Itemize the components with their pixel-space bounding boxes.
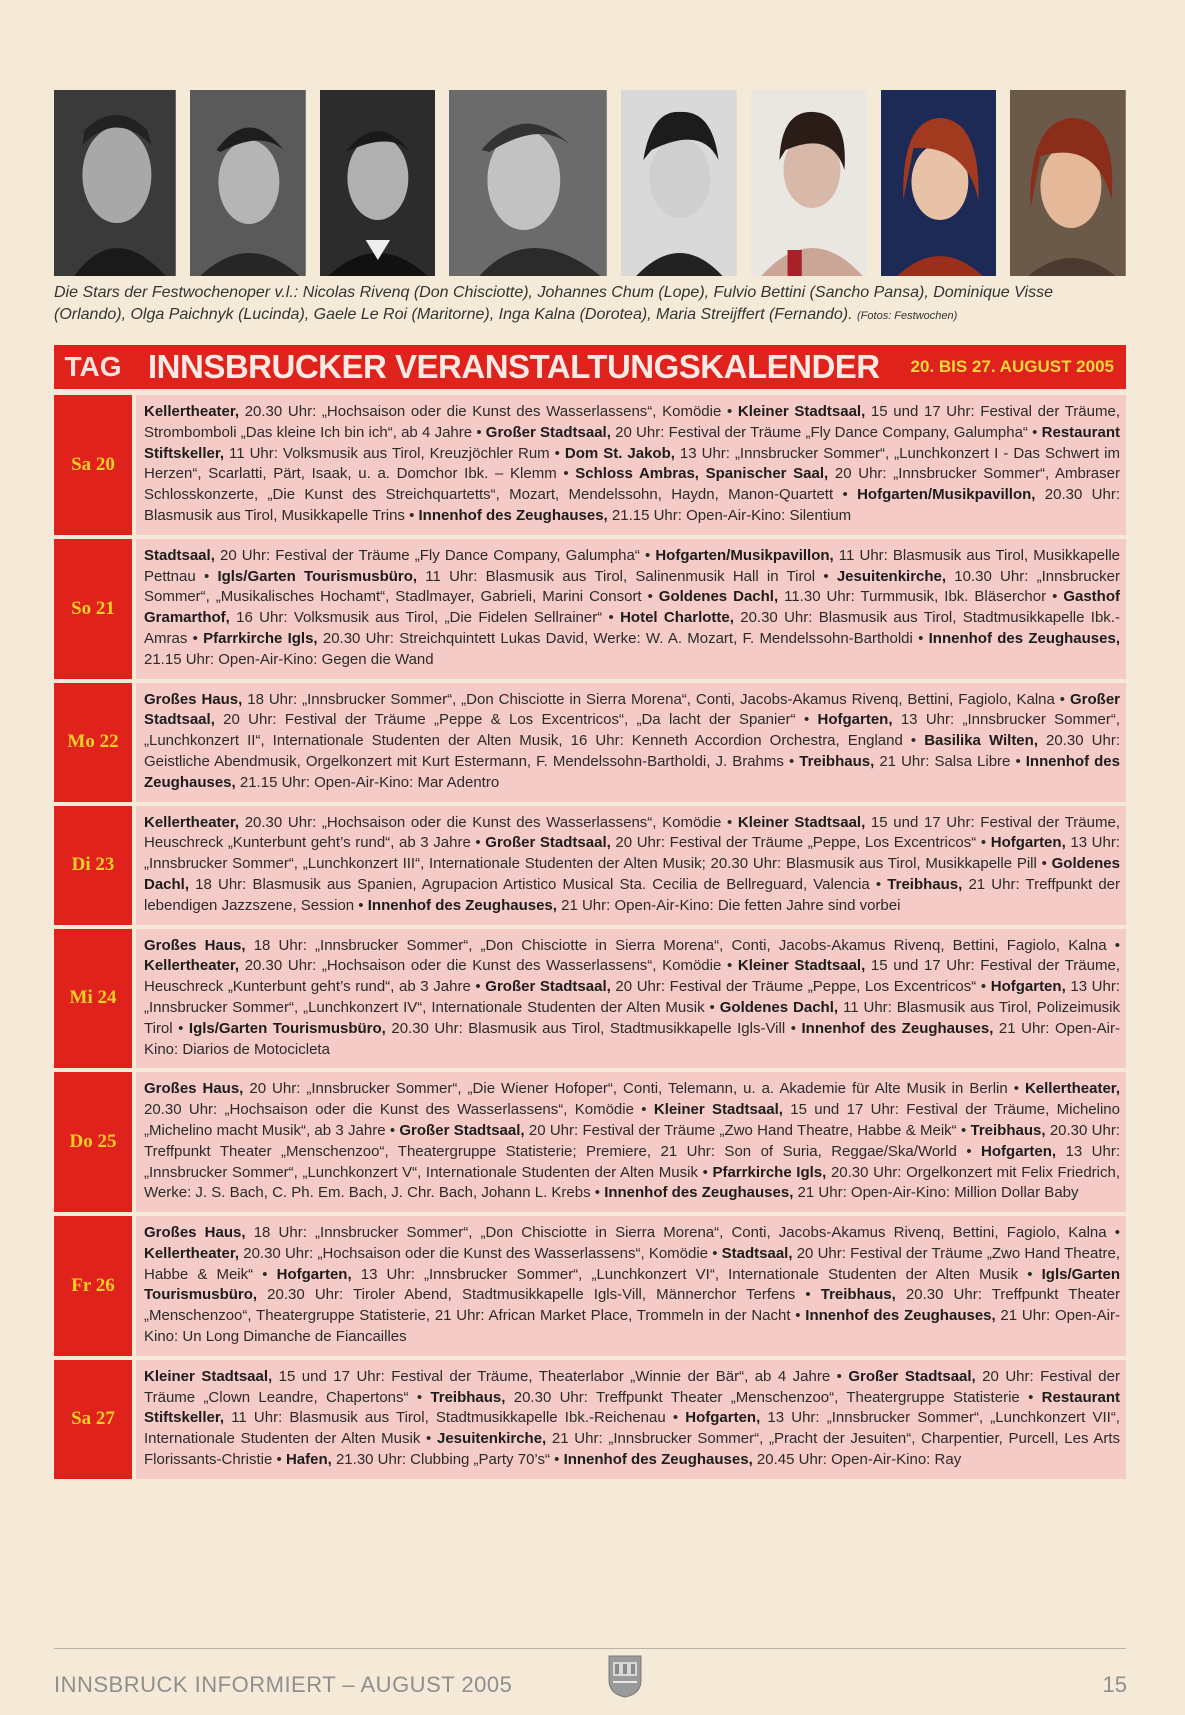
day-row [54,806,1126,925]
event-venue: Treibhaus, [887,875,963,893]
event-details: 20.30 Uhr: Blasmusik aus Tirol, Musikkapelle Trins [144,486,1120,524]
portrait-photo [751,90,867,276]
event-details: 20 Uhr: Festival der Träume „Zwo Hand Theatre, Habbe & Meik“ [524,1121,957,1139]
event-details: 20.45 Uhr: Open-Air-Kino: Ray [752,1451,962,1469]
event-details: 20.30 Uhr: „Hochsaison oder die Kunst des Wasserlassens“, Komödie [144,1101,634,1119]
event-details: 18 Uhr: „Innsbrucker Sommer“, „Don Chisciotte in Sierra Morena“, Conti, Jacobs-Akamus Rivenq, Bettini, Fagiolo, Kalna [242,690,1055,708]
event-venue: Innenhof des Zeughauses, [801,1019,994,1037]
event-separator: • [1036,855,1052,873]
day-events [136,1216,1126,1356]
event-separator: • [976,834,991,852]
portrait-photo [1010,90,1126,276]
event-details: 21.15 Uhr: Open-Air-Kino: Gegen die Wand [144,650,434,668]
event-separator: • [1106,936,1121,954]
event-venue: Hofgarten, [276,1265,352,1283]
event-details: 21.15 Uhr: Open-Air-Kino: Mar Adentro [235,773,500,791]
event-separator: • [976,978,991,996]
event-venue: Großer Stadtsaal, [399,1121,525,1139]
event-venue: Großer Stadtsaal, [485,834,611,852]
event-details: 20.30 Uhr: Treffpunkt Theater „Menschenzoo“, Theatergruppe Statisterie; Premiere, 21 Uhr: Son of Suria, Reggae/Ska/World [144,1121,1120,1160]
event-details: 20 Uhr: Festival der Träume „Peppe, Los Excentricos“ [610,834,977,852]
day-label: Sa 27 [54,1360,132,1479]
event-venue: Großer Stadtsaal, [485,423,611,441]
event-venue: Großer Stadtsaal, [848,1367,976,1385]
event-separator: • [253,1265,277,1283]
event-venue: Kellertheater, [144,813,240,831]
event-details: 13 Uhr: „Innsbrucker Sommer“, „Lunchkonzert IV“, Internationale Studenten der Alten Musik [144,978,1120,1016]
event-separator: • [704,998,720,1016]
day-row [54,539,1126,679]
day-label: Mo 22 [54,683,132,802]
portrait-photo [320,90,436,276]
day-events [136,806,1126,925]
photo-credit: (Fotos: Festwochen) [857,310,958,322]
event-details: 20 Uhr: Festival der Träume „Zwo Hand Theatre, Habbe & Meik“ [144,1244,1121,1283]
photo-strip [54,90,1126,276]
photo-caption [54,282,1126,327]
caption-text: Die Stars der Festwochenoper v.l.: Nicolas Rivenq (Don Chisciotte), Johannes Chum (Lope), Fulvio Bettini (Sancho Pansa), Dominique Visse (Orlando), Olga Paichnyk (Lucinda), Gaele Le Roi (Maritorne), Inga Kalna (Dorotea), Maria Streijffert (Fernando). [54,284,1053,323]
event-separator: • [549,444,565,462]
event-venue: Goldenes Dachl, [719,998,839,1016]
event-separator: • [641,588,659,606]
day-label: Fr 26 [54,1216,132,1356]
calendar-title: INNSBRUCKER VERANSTALTUNGSKALENDER [148,348,880,385]
event-separator: • [408,1388,431,1406]
event-separator: • [639,546,656,564]
event-separator: • [783,752,800,770]
event-venue: Jesuitenkirche, [437,1430,547,1448]
event-details: 21 Uhr: „Innsbrucker Sommer“, „Pracht der Jesuiten“, Charpentier, Purcell, Les Arts Florissants-Christie [144,1430,1120,1469]
portrait-photo [190,90,306,276]
event-separator: • [404,506,419,524]
event-venue: Innenhof des Zeughauses, [805,1307,996,1325]
event-calendar [54,395,1126,1483]
event-venue: Kleiner Stadtsaal, [737,403,866,420]
day-events [136,1072,1126,1212]
event-separator: • [556,465,576,483]
event-venue: Großes Haus, [144,690,243,708]
day-events [136,929,1126,1069]
event-separator: • [721,403,738,420]
event-separator: • [697,1163,713,1181]
day-label: Do 25 [54,1072,132,1212]
event-venue: Innenhof des Zeughauses, [928,629,1121,647]
day-label: So 21 [54,539,132,679]
event-venue: Hofgarten, [685,1409,761,1427]
event-separator: • [1019,1388,1042,1406]
event-venue: Hotel Charlotte, [620,609,734,627]
event-venue: Großes Haus, [144,1080,244,1098]
event-details: 21.15 Uhr: Open-Air-Kino: Silentium [607,506,852,524]
event-details: 20.30 Uhr: Streichquintett Lukas David, Werke: W. A. Mozart, F. Mendelssohn-Bartholdi [317,629,913,647]
event-details: 21 Uhr: Open-Air-Kino: Million Dollar Baby [793,1184,1079,1202]
day-row [54,395,1126,535]
event-separator: • [869,875,888,893]
event-separator: • [665,1409,686,1427]
event-details: 20.30 Uhr: Tiroler Abend, Stadtmusikkapelle Igls-Vill, Männerchor Terfens [257,1286,796,1304]
calendar-date-range: 20. BIS 27. AUGUST 2005 [910,357,1114,376]
event-venue: Schloss Ambras, Spanischer Saal, [575,465,829,483]
event-venue: Großes Haus, [144,936,246,954]
day-events [136,395,1126,535]
event-details: 15 und 17 Uhr: Festival der Träume, Heuschreck „Kunterbunt geht’s rund“, ab 3 Jahre [144,813,1120,852]
event-separator: • [795,711,818,729]
event-venue: Großer Stadtsaal, [485,978,611,996]
event-separator: • [1018,1265,1042,1283]
event-details: 11 Uhr: Blasmusik aus Tirol, Musikkapelle Pettnau [144,546,1120,585]
day-row [54,1072,1126,1212]
event-venue: Hofgarten, [981,1142,1057,1160]
event-details: 20 Uhr: „Innsbrucker Sommer“, „Die Wiener Hofoper“, Conti, Telemann, u. a. Akademie für Alte Musik in Berlin [243,1080,1008,1098]
event-separator: • [472,423,486,441]
event-details: 20 Uhr: Festival der Träume „Peppe, Los Excentricos“ [610,978,977,996]
event-details: 20.30 Uhr: „Hochsaison oder die Kunst des Wasserlassens“, Komödie [239,1244,709,1262]
event-separator: • [1046,588,1064,606]
event-details: 20.30 Uhr: „Hochsaison oder die Kunst des Wasserlassens“, Komödie [239,957,722,975]
event-separator: • [633,1101,654,1119]
event-details: 11 Uhr: Blasmusik aus Tirol, Polizeimusik Tirol [144,998,1120,1037]
event-venue: Jesuitenkirche, [836,567,947,585]
event-venue: Dom St. Jakob, [564,444,675,462]
event-venue: Treibhaus, [970,1121,1046,1139]
day-label: Sa 20 [54,395,132,535]
event-details: 21.30 Uhr: Clubbing „Party 70’s“ [331,1451,550,1469]
event-details: 15 und 17 Uhr: Festival der Träume, Michelino „Michelino macht Musik“, ab 3 Jahre [144,1101,1120,1139]
event-venue: Basilika Wilten, [924,732,1038,750]
event-separator: • [590,1184,605,1202]
event-venue: Treibhaus, [430,1388,506,1406]
event-separator: • [470,834,486,852]
day-events [136,683,1126,802]
event-venue: Restaurant Stiftskeller, [144,1388,1120,1427]
event-venue: Kleiner Stadtsaal, [737,813,866,831]
event-separator: • [721,813,738,831]
event-venue: Igls/Garten Tourismusbüro, [188,1019,386,1037]
event-details: 21 Uhr: Salsa Libre [874,752,1011,770]
footer-divider [54,1648,1126,1649]
event-venue: Kellertheater, [144,957,240,975]
event-separator: • [902,732,925,750]
event-details: 10.30 Uhr: „Innsbrucker Sommer“, „Musikalisches Hochamt“, Stadlmayer, Gabrieli, Marini Consort [144,567,1120,606]
event-separator: • [815,567,837,585]
event-venue: Treibhaus, [799,752,875,770]
event-details: 15 und 17 Uhr: Festival der Träume, Theaterlabor „Winnie der Bär“, ab 4 Jahre [272,1367,831,1385]
day-row [54,683,1126,802]
event-details: 13 Uhr: „Innsbrucker Sommer“, „Lunchkonzert V“, Internationale Studenten der Alten Musik [144,1142,1121,1181]
event-details: 13 Uhr: „Innsbrucker Sommer“, „Lunchkonzert VII“, Internationale Studenten der Alten Musik [144,1409,1120,1448]
event-details: 13 Uhr: „Innsbrucker Sommer“, „Lunchkonzert III“, Internationale Studenten der Alten Musik; 20.30 Uhr: Blasmusik aus Tirol, Musikkapelle Pill [144,834,1120,873]
city-crest-icon [607,1654,643,1698]
portrait-photo [881,90,997,276]
event-separator: • [420,1430,437,1448]
event-venue: Innenhof des Zeughauses, [418,506,608,524]
event-separator: • [1027,423,1042,441]
event-separator: • [912,629,929,647]
event-venue: Innenhof des Zeughauses, [144,752,1120,791]
event-separator: • [708,1244,722,1262]
event-venue: Gasthof Gramarthof, [144,588,1120,627]
event-venue: Kleiner Stadtsaal, [653,1101,783,1119]
event-separator: • [833,486,858,504]
calendar-header [54,345,1126,389]
event-details: 21 Uhr: Open-Air-Kino: Diarios de Motocicleta [144,1019,1120,1058]
event-venue: Kleiner Stadtsaal, [737,957,866,975]
event-separator: • [721,957,738,975]
event-details: 16 Uhr: Volksmusik aus Tirol, „Die Fidelen Sellrainer“ [229,609,603,627]
event-separator: • [272,1451,286,1469]
event-venue: Goldenes Dachl, [658,588,779,606]
event-separator: • [1054,690,1070,708]
event-separator: • [956,1121,971,1139]
event-venue: Stadtsaal, [721,1244,793,1262]
event-venue: Innenhof des Zeughauses, [367,896,557,914]
event-venue: Hofgarten, [817,711,893,729]
event-details: 20.30 Uhr: Blasmusik aus Tirol, Stadtmusikkapelle Ibk.-Amras [144,609,1120,647]
event-details: 20.30 Uhr: Blasmusik aus Tirol, Stadtmusikkapelle Igls-Vill [385,1019,786,1037]
event-venue: Kellertheater, [144,403,240,420]
event-details: 20.30 Uhr: Treffpunkt Theater „Menschenzoo“, Theatergruppe Statisterie [505,1388,1020,1406]
event-details: 20 Uhr: Festival der Träume „Peppe & Los Excentricos“, „Da lacht der Spanier“ [214,711,796,729]
event-venue: Innenhof des Zeughauses, [563,1451,753,1469]
event-details: 15 und 17 Uhr: Festival der Träume, Strombomboli „Das kleine Ich bin ich“, ab 4 Jahre [144,403,1120,441]
event-venue: Igls/Garten Tourismusbüro, [144,1265,1120,1304]
event-venue: Pfarrkirche Igls, [712,1163,827,1181]
event-venue: Hofgarten, [990,834,1066,852]
event-separator: • [785,1019,802,1037]
event-separator: • [470,978,486,996]
event-details: 20 Uhr: Festival der Träume „Fly Dance Company, Galumpha“ [610,423,1028,441]
event-separator: • [602,609,621,627]
event-details: 18 Uhr: Blasmusik aus Spanien, Agrupacion Artistico Musical Sta. Cecilia de Bellreguard, Valencia [189,875,870,893]
event-details: 20.30 Uhr: Geistliche Abendmusik, Orgelkonzert mit Kurt Estermann, F. Mendelssohn-Bartholdi, J. Brahms [144,732,1120,770]
event-details: 20 Uhr: Festival der Träume „Fly Dance Company, Galumpha“ [214,546,640,564]
event-separator: • [354,896,368,914]
event-venue: Hofgarten/Musikpavillon, [857,486,1036,504]
event-separator: • [1007,1080,1025,1098]
day-events [136,1360,1126,1479]
event-separator: • [549,1451,564,1469]
event-venue: Hofgarten/Musikpavillon, [655,546,834,564]
event-details: 15 und 17 Uhr: Festival der Träume, Heuschreck „Kunterbunt geht’s rund“, ab 3 Jahre [144,957,1120,996]
event-details: 21 Uhr: Open-Air-Kino: Un Long Dimanche de Fiancailles [144,1307,1120,1346]
event-separator: • [187,629,204,647]
event-details: 20 Uhr: „Innsbrucker Sommer“, Ambraser Schlosskonzerte, „Die Kunst des Streichquartetts“, Mozart, Mendelssohn, Haydn, Manon-Quartett [144,465,1120,504]
event-details: 11 Uhr: Blasmusik aus Tirol, Salinenmusik Hall in Tirol [417,567,816,585]
day-row [54,1360,1126,1479]
event-details: 20.30 Uhr: Treffpunkt Theater „Menschenzoo“, Theatergruppe Statisterie, 21 Uhr: African Market Place, Trommeln in der Nacht [144,1286,1120,1325]
event-venue: Hofgarten, [990,978,1066,996]
event-details: 20.30 Uhr: „Hochsaison oder die Kunst des Wasserlassens“, Komödie [239,403,722,420]
event-details: 20 Uhr: Festival der Träume „Clown Leandre, Chapertons“ [144,1367,1120,1406]
page-number: 15 [1102,1672,1127,1697]
event-separator: • [795,1286,821,1304]
event-venue: Igls/Garten Tourismusbüro, [217,567,418,585]
event-details: 13 Uhr: „Innsbrucker Sommer“, „Lunchkonzert II“, Internationale Studenten der Alten Musik, 16 Uhr: Kenneth Accordion Orchestra, England [144,711,1120,750]
event-details: 21 Uhr: Open-Air-Kino: Die fetten Jahre sind vorbei [556,896,901,914]
event-details: 11 Uhr: Blasmusik aus Tirol, Stadtmusikkapelle Ibk.-Reichenau [224,1409,666,1427]
event-details: 20.30 Uhr: „Hochsaison oder die Kunst des Wasserlassens“, Komödie [239,813,722,831]
event-separator: • [172,1019,189,1037]
day-label: Di 23 [54,806,132,925]
event-separator: • [385,1121,400,1139]
event-details: 20.30 Uhr: Orgelkonzert mit Felix Friedrich, Werke: J. S. Bach, C. Ph. Em. Bach, J. Chr. Bach, Johann L. Krebs [144,1163,1121,1202]
event-venue: Hafen, [285,1451,332,1469]
event-details: 13 Uhr: „Innsbrucker Sommer“, „Lunchkonzert VI“, Internationale Studenten der Alten Musik [351,1265,1019,1283]
day-row [54,929,1126,1069]
day-column-heading: TAG [64,351,122,382]
event-venue: Großes Haus, [144,1224,246,1242]
day-row [54,1216,1126,1356]
event-separator: • [790,1307,806,1325]
footer-publication: INNSBRUCK INFORMIERT – AUGUST 2005 [54,1672,513,1697]
event-details: 13 Uhr: „Innsbrucker Sommer“, „Lunchkonzert I - Das Schwert im Herzen“, Scarlatti, Pärt, Isaak, u. a. Domchor Ibk. – Klemm [144,444,1120,483]
event-details: 18 Uhr: „Innsbrucker Sommer“, „Don Chisciotte in Sierra Morena“, Conti, Jacobs-Akamus Rivenq, Bettini, Fagiolo, Kalna [245,1224,1107,1242]
event-venue: Treibhaus, [820,1286,896,1304]
event-separator: • [1106,1224,1121,1242]
portrait-photo [54,90,176,276]
event-separator: • [1010,752,1026,770]
event-details: 21 Uhr: Treffpunkt der lebendigen Jazzszene, Session [144,875,1121,914]
event-details: 11.30 Uhr: Turmmusik, Ibk. Bläserchor [778,588,1047,606]
portrait-photo [621,90,737,276]
event-venue: Pfarrkirche Igls, [203,629,318,647]
event-venue: Kellertheater, [1024,1080,1120,1098]
event-separator: • [830,1367,849,1385]
event-details: 11 Uhr: Volksmusik aus Tirol, Kreuzjöchler Rum [224,444,550,462]
event-venue: Kellertheater, [144,1244,240,1262]
event-venue: Restaurant Stiftskeller, [144,423,1120,462]
portrait-photo [449,90,607,276]
event-venue: Kleiner Stadtsaal, [144,1367,273,1385]
day-events [136,539,1126,679]
event-separator: • [195,567,218,585]
event-venue: Innenhof des Zeughauses, [604,1184,794,1202]
day-label: Mi 24 [54,929,132,1069]
event-separator: • [956,1142,982,1160]
event-venue: Stadtsaal, [144,546,215,564]
event-details: 18 Uhr: „Innsbrucker Sommer“, „Don Chisciotte in Sierra Morena“, Conti, Jacobs-Akamus Rivenq, Bettini, Fagiolo, Kalna [245,936,1107,954]
event-venue: Großer Stadtsaal, [144,690,1120,729]
event-venue: Goldenes Dachl, [144,855,1120,893]
